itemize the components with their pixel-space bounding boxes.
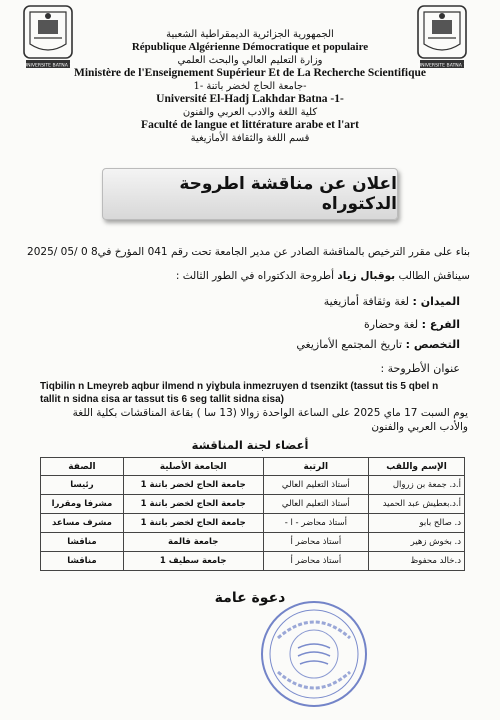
table-row [41,476,465,495]
header-rank: الرتبة [263,458,369,476]
student-name: بوقبال زياد [337,270,396,282]
header-university-fr: Université El-Hadj Lakhdar Batna -1- [156,93,344,105]
field-line [324,295,460,308]
header-role: الصفة [41,458,124,476]
defense-date-line: يوم السبت 17 ماي 2025 على الساعة الواحدة زوالا (13 سا ) بقاعة المناقشات بكلية اللغة [72,407,468,419]
branch-label: الفرع : [421,318,460,331]
header-faculty-ar: كلية اللغة والادب العربي والفنون [182,107,318,118]
university-logo-left [18,4,78,72]
university-logo-right [412,4,472,72]
jury-title: أعضاء لجنة المناقشة [191,438,309,452]
table-row [41,495,465,514]
thesis-label: عنوان الأطروحة : [380,362,460,375]
member-name: د. بخوش زهير [369,533,465,552]
header-institution: الجامعة الأصلية [123,458,263,476]
member-institution: جامعة قالمة [123,533,263,552]
specialty-label: التخصص : [405,338,460,351]
field-label: الميدان : [412,295,460,308]
announcement-title-box [102,168,398,220]
student-line [176,270,470,282]
defense-place-line: والأدب العربي والفنون [371,421,468,433]
header-republic-ar: الجمهورية الجزائرية الديمقراطية الشعبية [166,29,334,40]
member-rank: أستاذ محاضر أ [263,533,369,552]
member-role: مشرفا ومقررا [41,495,124,514]
header-ministry-ar: وزارة التعليم العالي والبحث العلمي [177,55,323,66]
member-role: مناقشا [41,533,124,552]
public-invitation: دعوة عامة [214,590,286,606]
member-name: د.خالد محفوظ [369,552,465,571]
member-institution: جامعة سطيف 1 [123,552,263,571]
specialty-value: تاريخ المجتمع الأمازيغي [296,338,403,351]
jury-header-row [41,458,465,476]
header-ministry-fr: Ministère de l'Enseignement Supérieur Et de La Recherche Scientifique [73,67,426,79]
header-faculty-fr: Faculté de langue et littérature arabe et l'art [141,119,359,131]
table-row [41,552,465,571]
specialty-line [296,338,460,351]
authorization-line: بناء على مقرر الترخيص بالمناقشة الصادر عن مدير الجامعة تحت رقم 041 المؤرخ في8 0 /05 /2025 [27,246,470,258]
table-row [41,533,465,552]
jury-table [40,457,465,571]
header-name: الإسم واللقب [369,458,465,476]
branch-value: لغة وحضارة [363,318,419,331]
member-rank: أستاذ التعليم العالي [263,476,369,495]
logo-caption: UNIVERSITE BATNA 1 [23,63,73,69]
member-role: رئيسا [41,476,124,495]
member-rank: أستاذ محاضر - ا - [263,514,369,533]
member-rank: أستاذ التعليم العالي [263,495,369,514]
announcement-title: اعلان عن مناقشة اطروحة الدكتوراه [179,174,397,214]
member-institution: جامعة الحاج لخضر باتنة 1 [123,495,263,514]
member-name: أ.د. جمعة بن زروال [369,476,465,495]
member-institution: جامعة الحاج لخضر باتنة 1 [123,514,263,533]
header-republic-fr: République Algérienne Démocratique et populaire [131,41,369,53]
table-row [41,514,465,533]
student-line-suffix: أطروحة الدكتوراه في الطور الثالث : [175,270,335,282]
member-name: د. صالح بابو [369,514,465,533]
logo-caption: UNIVERSITE BATNA 1 [417,63,467,69]
member-rank: أستاذ محاضر أ [263,552,369,571]
member-institution: جامعة الحاج لخضر باتنة 1 [123,476,263,495]
header-department-ar: قسم اللغة والثقافة الأمازيغية [190,133,310,144]
header-university-ar: جامعة الحاج لخضر باتنة -1- [193,81,307,92]
field-value: لغة وثقافة أمازيغية [323,295,409,308]
member-role: مناقشا [41,552,124,571]
member-role: مشرف مساعد [41,514,124,533]
thesis-title: Tiqbilin n Lmeyreb aqbur ilmend n yiɣbula inmezruyen d tsenzikt (tassut tis 5 qbel n tallit n sidna εisa ar tassut tis 6 seg tallit sidna εisa) [40,381,439,405]
student-line-prefix: سيناقش الطالب [398,270,470,282]
branch-line [364,318,460,331]
department-stamp [258,598,370,710]
member-name: أ.د.بعطيش عبد الحميد [369,495,465,514]
letterhead [73,28,426,145]
